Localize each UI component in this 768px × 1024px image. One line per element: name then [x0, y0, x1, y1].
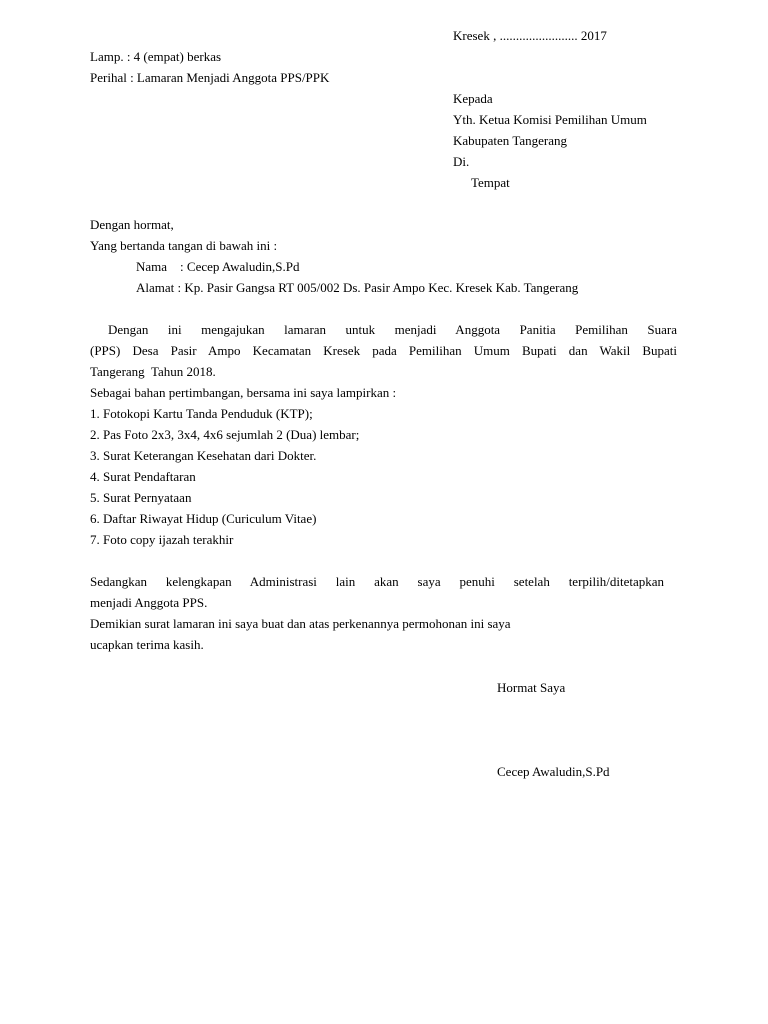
attachment-item: 5. Surat Pernyataan — [90, 490, 192, 505]
paragraph3-line1: Demikian surat lamaran ini saya buat dan atas perkenannya permohonan ini saya — [90, 616, 511, 631]
attachment-line: Lamp. : 4 (empat) berkas — [90, 49, 222, 64]
paragraph3-line2: ucapkan terima kasih. — [90, 637, 204, 652]
recipient-line3: Di. — [453, 154, 470, 169]
paragraph2-line2: menjadi Anggota PPS. — [90, 595, 208, 610]
recipient-to: Kepada — [453, 91, 493, 106]
attachment-item: 4. Surat Pendaftaran — [90, 469, 196, 484]
attachment-item: 7. Foto copy ijazah terakhir — [90, 532, 234, 547]
applicant-name: Nama : Cecep Awaludin,S.Pd — [136, 259, 300, 274]
paragraph1-line3: Tangerang Tahun 2018. — [90, 364, 216, 379]
applicant-address: Alamat : Kp. Pasir Gangsa RT 005/002 Ds. Pasir Ampo Kec. Kresek Kab. Tangerang — [136, 280, 579, 295]
recipient-line4: Tempat — [471, 175, 510, 190]
paragraph1-line1: Dengan ini mengajukan lamaran untuk menjadi Anggota Panitia Pemilihan Suara — [108, 322, 677, 337]
attachments-intro: Sebagai bahan pertimbangan, bersama ini saya lampirkan : — [90, 385, 397, 400]
closing-regards: Hormat Saya — [497, 680, 566, 695]
recipient-line2: Kabupaten Tangerang — [453, 133, 567, 148]
paragraph1-line2: (PPS) Desa Pasir Ampo Kecamatan Kresek pada Pemilihan Umum Bupati dan Wakil Bupati — [90, 343, 677, 358]
subject-line: Perihal : Lamaran Menjadi Anggota PPS/PPK — [90, 70, 330, 85]
recipient-line1: Yth. Ketua Komisi Pemilihan Umum — [453, 112, 647, 127]
attachment-item: 3. Surat Keterangan Kesehatan dari Dokter. — [90, 448, 317, 463]
attachment-item: 1. Fotokopi Kartu Tanda Penduduk (KTP); — [90, 406, 313, 421]
attachment-item: 6. Daftar Riwayat Hidup (Curiculum Vitae) — [90, 511, 317, 526]
signatory-name: Cecep Awaludin,S.Pd — [497, 764, 610, 779]
paragraph2-line1: Sedangkan kelengkapan Administrasi lain akan saya penuhi setelah terpilih/ditetapkan — [90, 574, 664, 589]
intro-line: Yang bertanda tangan di bawah ini : — [90, 238, 278, 253]
greeting: Dengan hormat, — [90, 217, 174, 232]
attachment-item: 2. Pas Foto 2x3, 3x4, 4x6 sejumlah 2 (Dua) lembar; — [90, 427, 360, 442]
place-date: Kresek , ........................ 2017 — [453, 28, 607, 43]
